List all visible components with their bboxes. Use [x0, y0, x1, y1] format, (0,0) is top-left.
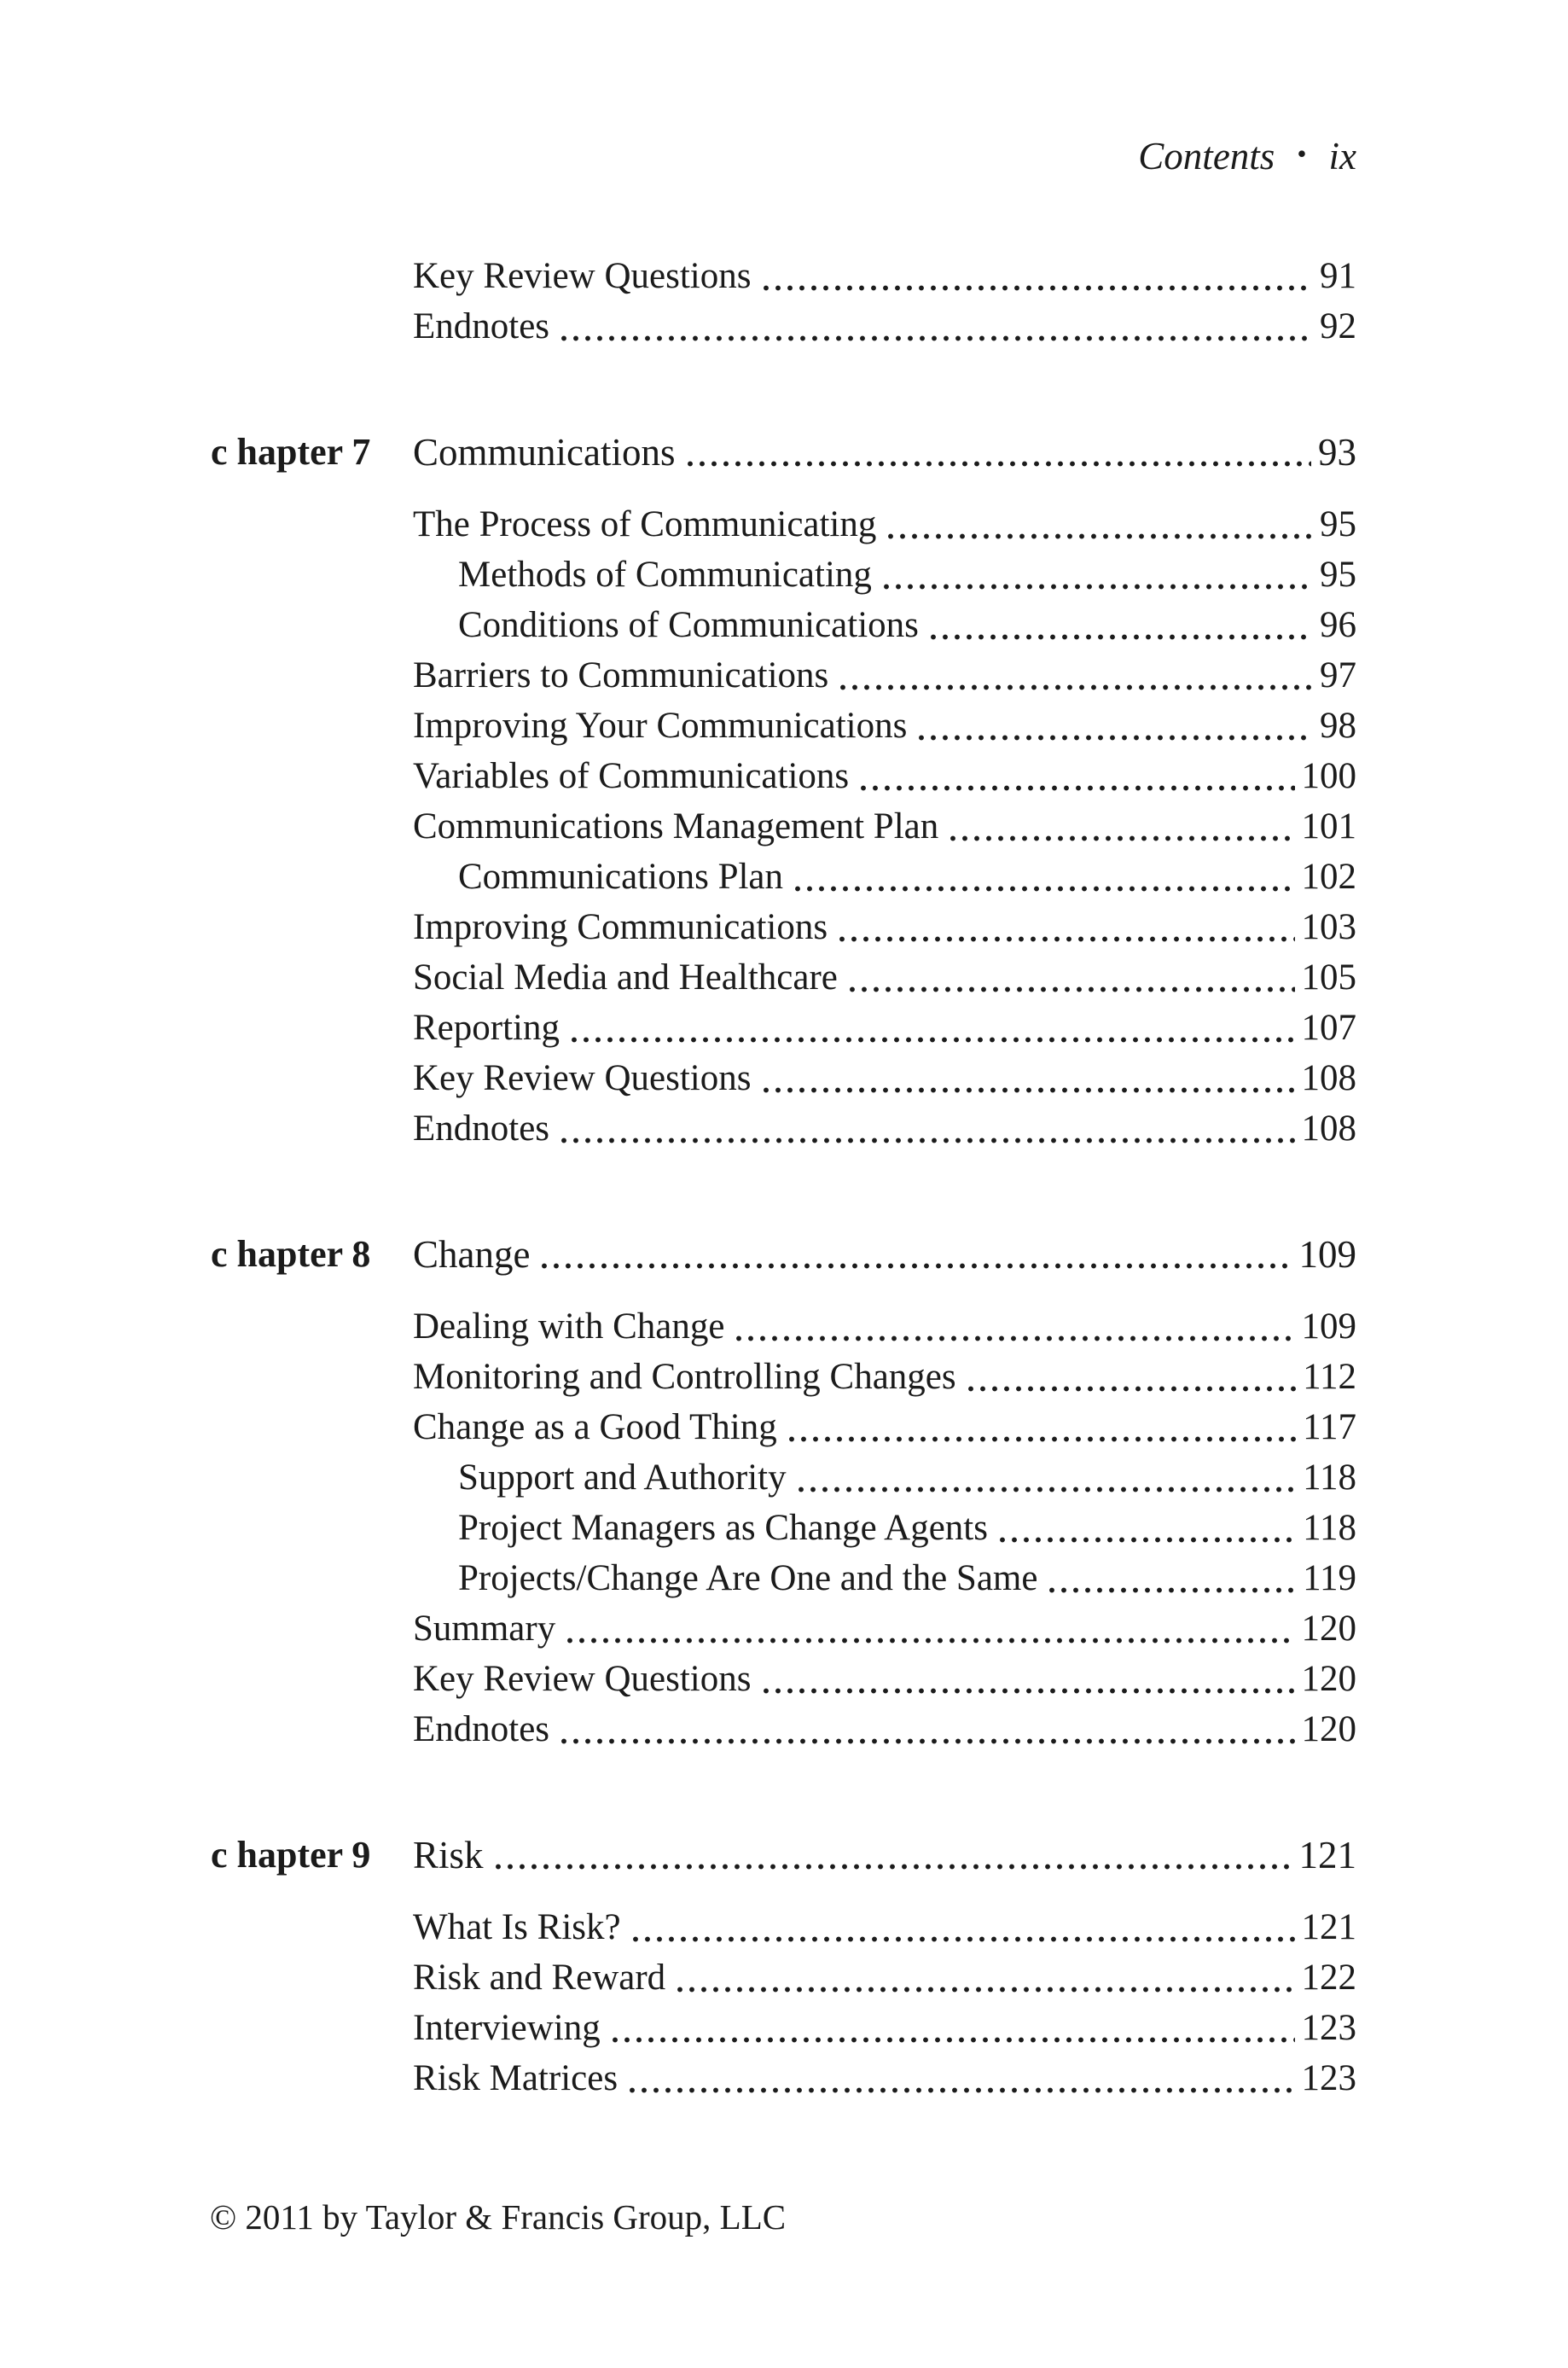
toc-entry-page-number: 105 [1301, 957, 1356, 998]
dot-leader [684, 461, 1312, 467]
dot-leader [786, 1436, 1296, 1442]
toc-entry-title: Variables of Communications [413, 756, 850, 796]
toc-entry-page-number: 98 [1320, 706, 1356, 746]
toc-entry-title: Summary [413, 1609, 556, 1649]
toc-entry [413, 1103, 1356, 1154]
toc-chapter-section [211, 1229, 1356, 1754]
toc-entry [413, 1301, 1356, 1352]
toc-entry [413, 600, 1356, 650]
dot-leader [880, 584, 1313, 590]
chapter-entries [413, 499, 1356, 1154]
toc-entry-page-number: 97 [1320, 655, 1356, 695]
chapter-title: Risk [413, 1834, 484, 1876]
toc-entry [413, 1452, 1356, 1503]
toc-entry-page-number: 120 [1301, 1609, 1356, 1649]
toc-entry [413, 751, 1356, 801]
toc-entry-page-number: 103 [1301, 907, 1356, 947]
toc-entry-title: Endnotes [413, 306, 550, 346]
toc-entry-title: Endnotes [413, 1108, 550, 1149]
toc-entry [413, 1352, 1356, 1402]
dot-leader [609, 2037, 1295, 2043]
toc-entry [413, 952, 1356, 1003]
toc-entry-title: Risk Matrices [413, 2058, 618, 2098]
toc-entry-title: Methods of Communicating [458, 555, 872, 595]
toc-entry-title: Project Managers as Change Agents [458, 1508, 988, 1548]
toc-entry-page-number: 91 [1320, 256, 1356, 296]
toc-entry-page-number: 123 [1301, 2058, 1356, 2098]
chapter-label: c hapter 9 [211, 1834, 371, 1876]
dot-leader [965, 1386, 1296, 1392]
dot-leader [630, 1936, 1295, 1942]
dot-leader [1046, 1587, 1296, 1593]
toc-entry-title: The Process of Communicating [413, 504, 877, 544]
toc-entry-title: Support and Authority [458, 1457, 787, 1498]
dot-leader [558, 1738, 1294, 1744]
toc-entry-page-number: 120 [1301, 1709, 1356, 1749]
toc-entry-title: Risk and Reward [413, 1958, 666, 1998]
chapter-page-number: 93 [1318, 431, 1356, 474]
chapter-entries [413, 1301, 1356, 1754]
toc-entry-page-number: 92 [1320, 306, 1356, 346]
dot-leader [492, 1864, 1292, 1870]
toc-entry-page-number: 112 [1303, 1357, 1356, 1397]
chapter-page-number: 109 [1298, 1233, 1356, 1276]
toc-entry-title: Social Media and Healthcare [413, 957, 838, 998]
dot-leader [792, 886, 1294, 892]
toc-entry-page-number: 102 [1301, 857, 1356, 897]
toc-entry-title: Change as a Good Thing [413, 1407, 777, 1447]
toc-entry [413, 1902, 1356, 1952]
dot-leader [733, 1335, 1294, 1341]
toc-continued-entries [413, 251, 1356, 352]
dot-leader [837, 684, 1313, 690]
toc-entry-title: Interviewing [413, 2008, 601, 2048]
bullet-separator-icon: • [1297, 138, 1307, 169]
table-of-contents [211, 251, 1356, 2103]
toc-entry [413, 1952, 1356, 2003]
toc-entry-title: Dealing with Change [413, 1306, 725, 1347]
copyright-notice: © 2011 by Taylor & Francis Group, LLC [210, 2197, 787, 2237]
toc-entry-title: Projects/Change Are One and the Same [458, 1558, 1038, 1598]
running-header-page-number: ix [1328, 135, 1356, 177]
dot-leader [674, 1987, 1294, 1993]
toc-entry-title: Key Review Questions [413, 1058, 752, 1098]
toc-entry-title: Barriers to Communications [413, 655, 829, 695]
toc-entry [413, 1553, 1356, 1603]
toc-entry-title: Monitoring and Controlling Changes [413, 1357, 956, 1397]
toc-entry-page-number: 122 [1301, 1958, 1356, 1998]
toc-entry [413, 852, 1356, 902]
toc-entry [413, 499, 1356, 550]
toc-entry-page-number: 96 [1320, 605, 1356, 645]
toc-chapter-heading [211, 427, 1356, 478]
dot-leader [795, 1487, 1296, 1492]
dot-leader [558, 335, 1313, 341]
toc-entry-title: Key Review Questions [413, 1659, 752, 1699]
toc-entry [413, 1503, 1356, 1553]
dot-leader [760, 1087, 1295, 1093]
toc-entry-title: Conditions of Communications [458, 605, 919, 645]
dot-leader [836, 936, 1294, 942]
chapter-title: Change [413, 1233, 531, 1276]
toc-entry-title: Improving Communications [413, 907, 828, 947]
toc-entry-page-number: 121 [1301, 1907, 1356, 1947]
toc-entry [413, 1654, 1356, 1704]
toc-entry [413, 2053, 1356, 2103]
dot-leader [558, 1137, 1294, 1143]
toc-entry [413, 902, 1356, 952]
toc-entry-title: Communications Plan [458, 857, 784, 897]
dot-leader [915, 735, 1313, 741]
toc-chapter-section [211, 1830, 1356, 2103]
toc-entry-page-number: 118 [1303, 1508, 1356, 1548]
running-header-section: Contents [1138, 135, 1275, 177]
toc-entry [413, 301, 1356, 352]
chapter-page-number: 121 [1298, 1834, 1356, 1876]
toc-entry-page-number: 108 [1301, 1108, 1356, 1149]
dot-leader [927, 634, 1313, 640]
toc-entry-title: Key Review Questions [413, 256, 752, 296]
chapter-title: Communications [413, 431, 676, 474]
toc-entry-title: Communications Management Plan [413, 806, 939, 847]
toc-entry [413, 701, 1356, 751]
toc-entry-page-number: 95 [1320, 555, 1356, 595]
toc-entry [413, 1003, 1356, 1053]
dot-leader [760, 285, 1314, 291]
toc-chapter-heading [211, 1830, 1356, 1881]
toc-entry-page-number: 101 [1301, 806, 1356, 847]
toc-entry [413, 801, 1356, 852]
chapter-entries [413, 1902, 1356, 2103]
dot-leader [564, 1638, 1294, 1644]
toc-entry-page-number: 107 [1301, 1008, 1356, 1048]
chapter-label: c hapter 7 [211, 431, 371, 473]
toc-entry-title: Reporting [413, 1008, 560, 1048]
chapter-label: c hapter 8 [211, 1233, 371, 1275]
running-header [413, 128, 1356, 182]
dot-leader [846, 986, 1295, 992]
toc-entry [413, 1053, 1356, 1103]
toc-entry-page-number: 123 [1301, 2008, 1356, 2048]
toc-entry-page-number: 100 [1301, 756, 1356, 796]
toc-entry-page-number: 117 [1303, 1407, 1356, 1447]
dot-leader [996, 1537, 1296, 1543]
toc-entry-title: Endnotes [413, 1709, 550, 1749]
toc-entry-page-number: 118 [1303, 1457, 1356, 1498]
toc-entry [413, 2003, 1356, 2053]
dot-leader [538, 1263, 1292, 1269]
toc-entry-page-number: 119 [1303, 1558, 1356, 1598]
dot-leader [760, 1688, 1295, 1694]
toc-entry-title: What Is Risk? [413, 1907, 621, 1947]
toc-entry [413, 650, 1356, 701]
dot-leader [626, 2087, 1294, 2093]
toc-entry-page-number: 109 [1301, 1306, 1356, 1347]
dot-leader [947, 835, 1294, 841]
toc-entry-page-number: 95 [1320, 504, 1356, 544]
toc-entry [413, 1402, 1356, 1452]
toc-entry-page-number: 108 [1301, 1058, 1356, 1098]
dot-leader [857, 785, 1294, 791]
toc-entry [413, 1603, 1356, 1654]
toc-entry-page-number: 120 [1301, 1659, 1356, 1699]
toc-entry [413, 550, 1356, 600]
dot-leader [568, 1037, 1295, 1043]
toc-chapter-heading [211, 1229, 1356, 1280]
toc-chapter-list [211, 427, 1356, 2103]
toc-entry [413, 251, 1356, 301]
dot-leader [885, 533, 1313, 539]
toc-chapter-section [211, 427, 1356, 1154]
toc-entry-title: Improving Your Communications [413, 706, 908, 746]
toc-entry [413, 1704, 1356, 1754]
